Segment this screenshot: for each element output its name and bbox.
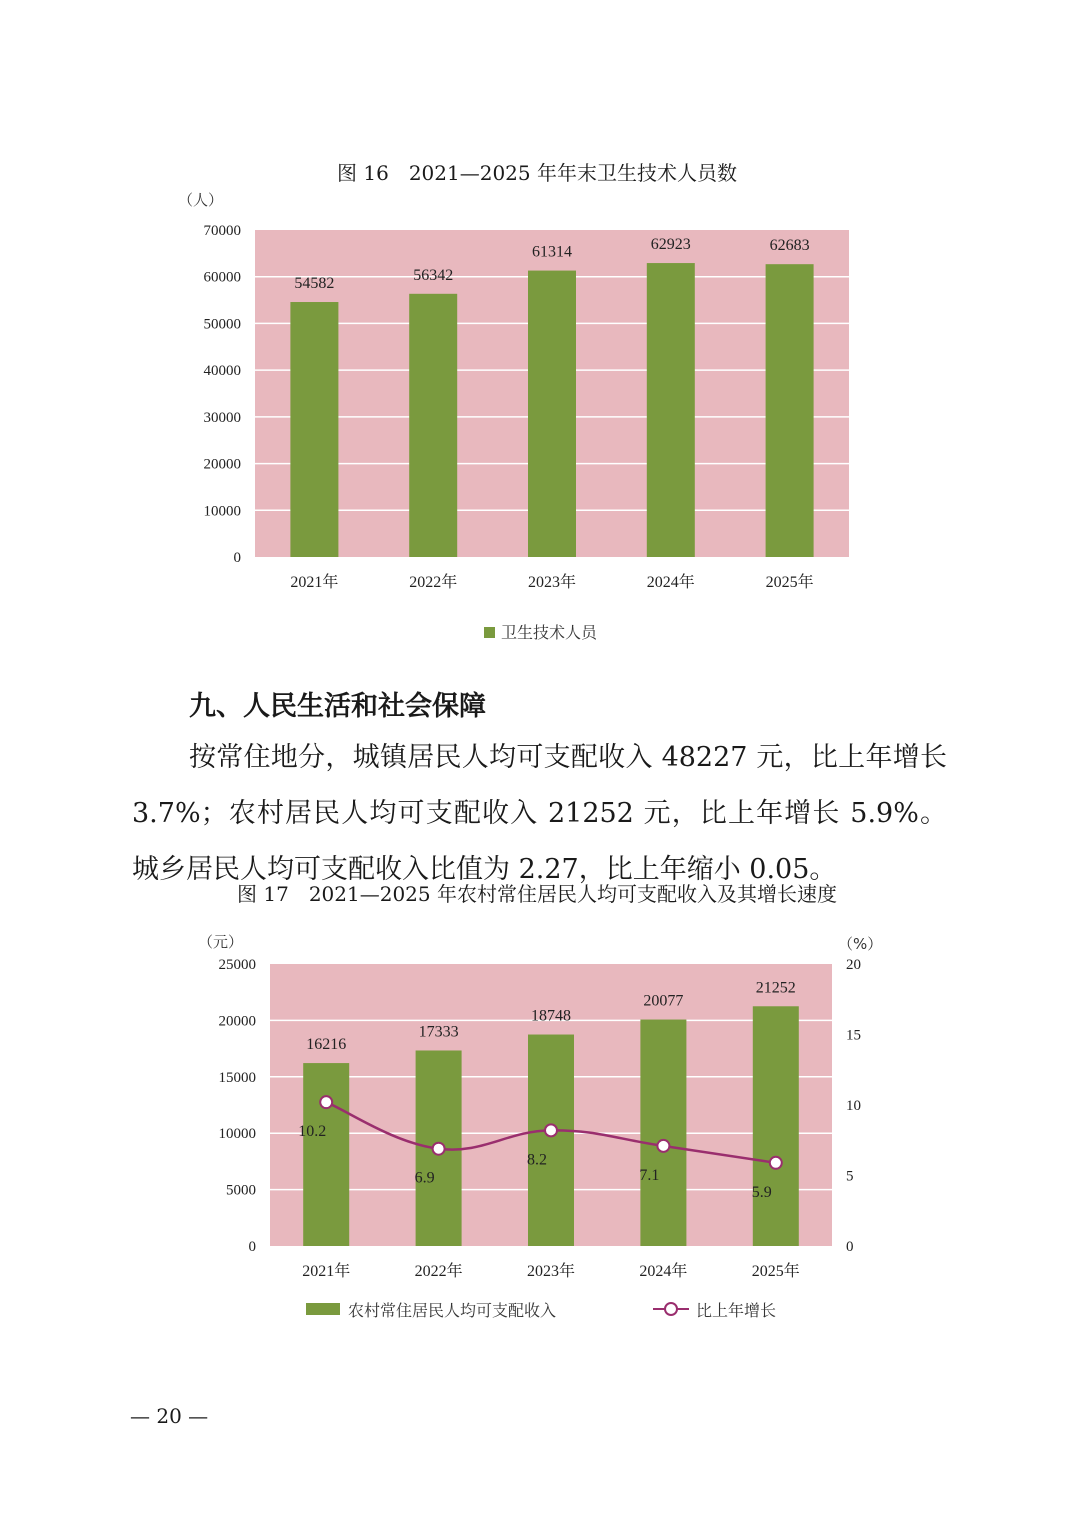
figure17-y-tick-label: 20000: [218, 1013, 256, 1030]
figure16-bar: [290, 302, 338, 557]
figure17-x-tick-label: 2022年: [414, 1263, 463, 1280]
figure17-growth-point: [433, 1143, 445, 1155]
figure17-y-tick-label: 0: [248, 1239, 256, 1255]
figure17-x-tick-label: 2025年: [751, 1263, 800, 1280]
figure17-growth-point: [320, 1096, 332, 1108]
figure17-bar-data-label: 18748: [531, 1007, 571, 1025]
figure16-y-tick-label: 40000: [203, 363, 241, 380]
figure17-title: 图 17 2021—2025 年农村常住居民人均可支配收入及其增长速度: [237, 882, 837, 906]
figure17-y-tick-label: 10000: [218, 1126, 256, 1143]
figure17-growth-data-label: 7.1: [639, 1166, 660, 1184]
figure17-legend-line-label: 比上年增长: [696, 1301, 777, 1320]
figure16-data-label: 61314: [532, 243, 572, 261]
figure17-legend-bar-swatch: [306, 1303, 340, 1315]
figure16-y-tick-label: 60000: [203, 269, 241, 286]
figure16-data-label: 56342: [413, 266, 454, 284]
figure16-data-label: 62923: [650, 236, 691, 254]
figure16-legend-swatch: [484, 627, 495, 638]
figure17-y-tick-label: 15000: [218, 1069, 256, 1086]
figure17-y-unit-right: （%）: [838, 935, 883, 953]
paragraph-text: 按常住地分，城镇居民人均可支配收入 48227 元，比上年增长 3.7%；农村居民人均可支配收入 21252 元，比上年增长 5.9%。城乡居民人均可支配收入比值为 2.27，比上年缩小 0.05。: [132, 742, 947, 885]
figure17-chart: [0, 925, 1074, 1335]
figure17-y-tick-label: 5000: [226, 1182, 256, 1199]
figure17-y2-tick-label: 10: [846, 1098, 861, 1114]
figure16-data-label: 54582: [294, 275, 335, 293]
figure17-legend-bar-label: 农村常住居民人均可支配收入: [348, 1301, 557, 1320]
figure17-growth-data-label: 6.9: [414, 1169, 435, 1187]
figure17-x-tick-label: 2024年: [639, 1263, 688, 1280]
figure17-legend-line-marker: [665, 1303, 677, 1315]
figure17-legend: [306, 1301, 776, 1320]
figure16-y-tick-label: 20000: [203, 456, 241, 473]
figure17-y-unit-left: （元）: [198, 933, 244, 951]
figure16-y-tick-label: 10000: [203, 503, 241, 520]
figure17-bar: [753, 1006, 799, 1246]
figure16-y-unit: （人）: [178, 191, 224, 209]
figure16-x-tick-label: 2024年: [646, 574, 695, 591]
figure16-y-tick-label: 0: [233, 550, 241, 566]
figure16-legend-label: 卫生技术人员: [501, 623, 598, 642]
section-paragraph: [132, 730, 947, 898]
figure17-y2-tick-label: 15: [846, 1027, 861, 1044]
section-heading: 九、人民生活和社会保障: [189, 691, 486, 722]
figure17-growth-data-label: 10.2: [298, 1123, 327, 1141]
figure16-bar: [766, 264, 814, 557]
figure16-bar: [409, 294, 457, 557]
figure17-x-tick-label: 2023年: [526, 1263, 576, 1280]
figure17-growth-point: [657, 1140, 669, 1152]
figure17-bar-data-label: 21252: [755, 979, 796, 997]
figure16-data-label: 62683: [769, 237, 810, 255]
figure16-y-tick-label: 30000: [203, 409, 241, 426]
figure17-bar-data-label: 16216: [306, 1036, 347, 1054]
figure17-bar: [528, 1035, 574, 1246]
page-number: — 20 —: [130, 1404, 209, 1428]
figure17-y2-tick-label: 20: [846, 957, 861, 973]
figure17-y2-tick-label: 5: [846, 1168, 854, 1185]
figure16-x-tick-label: 2023年: [527, 574, 577, 591]
figure17-x-tick-label: 2021年: [302, 1263, 351, 1280]
figure16-title: 图 16 2021—2025 年年末卫生技术人员数: [337, 161, 737, 185]
figure17-y-tick-label: 25000: [218, 957, 256, 973]
figure16-x-tick-label: 2022年: [409, 574, 458, 591]
figure16-bar: [647, 263, 695, 557]
figure16-y-tick-label: 50000: [203, 316, 241, 333]
figure17-bar-data-label: 20077: [643, 992, 684, 1010]
figure17-bar: [640, 1020, 686, 1246]
figure16-legend: [484, 623, 598, 642]
figure17-growth-point: [545, 1124, 557, 1136]
figure16-bar: [528, 271, 576, 557]
figure17-growth-point: [770, 1157, 782, 1169]
figure16-chart: [0, 190, 1074, 650]
figure16-x-tick-label: 2025年: [765, 574, 814, 591]
figure16-y-tick-label: 70000: [203, 223, 241, 239]
figure17-bar-data-label: 17333: [418, 1023, 459, 1041]
figure17-growth-data-label: 8.2: [527, 1151, 547, 1169]
figure17-growth-data-label: 5.9: [751, 1183, 772, 1201]
figure17-y2-tick-label: 0: [846, 1239, 854, 1255]
figure16-x-tick-label: 2021年: [290, 574, 339, 591]
figure17-bar: [303, 1063, 349, 1246]
